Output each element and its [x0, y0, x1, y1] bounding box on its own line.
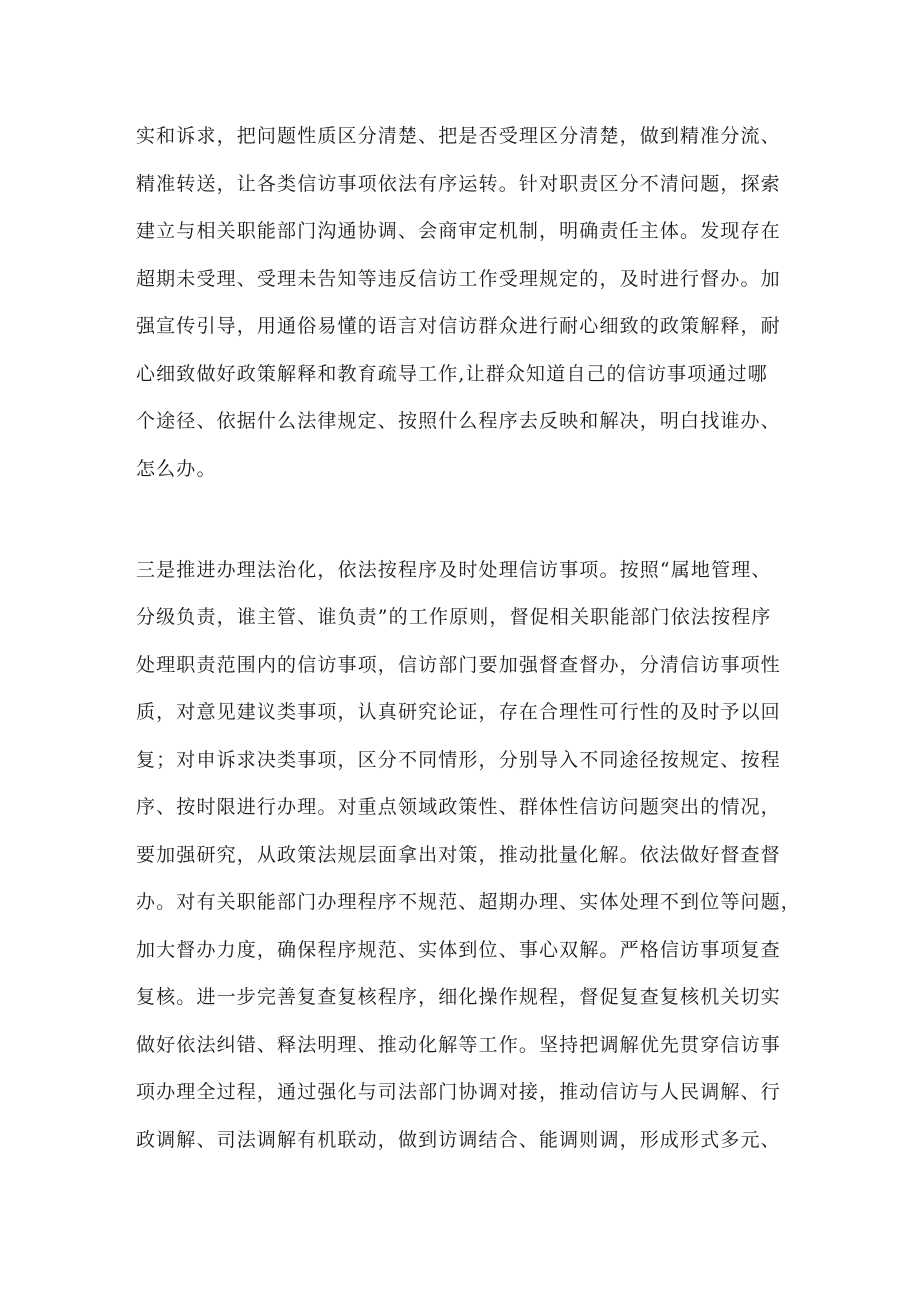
- paragraph-2-line-6: 序、按时限进行办理。对重点领域政策性、群体性信访问题突出的情况，: [136, 796, 781, 818]
- paragraph-1-line-8: 怎么办。: [136, 458, 217, 480]
- paragraph-2-line-4: 质，对意见建议类事项，认真研究论证，存在合理性可行性的及时予以回: [136, 701, 781, 723]
- paragraph-2-line-1: 三是推进办理法治化，依法按程序及时处理信访事项。按照“属地管理、: [136, 559, 772, 581]
- paragraph-1-line-3: 建立与相关职能部门沟通协调、会商审定机制，明确责任主体。发现存在: [136, 220, 781, 242]
- paragraph-1-line-6: 心细致做好政策解释和教育疏导工作,让群众知道自己的信访事项通过哪: [136, 363, 768, 385]
- paragraph-2-line-8: 办。对有关职能部门办理程序不规范、超期办理、实体处理不到位等问题，: [136, 891, 801, 913]
- paragraph-1-line-5: 强宣传引导，用通俗易懂的语言对信访群众进行耐心细致的政策解释，耐: [136, 315, 781, 337]
- paragraph-2-line-13: 政调解、司法调解有机联动，做到访调结合、能调则调，形成形式多元、: [136, 1129, 781, 1151]
- paragraph-1-line-1: 实和诉求，把问题性质区分清楚、把是否受理区分清楚，做到精准分流、: [136, 125, 781, 147]
- paragraph-2-line-3: 处理职责范围内的信访事项，信访部门要加强督查督办，分清信访事项性: [136, 654, 781, 676]
- paragraph-2-line-12: 项办理全过程，通过强化与司法部门协调对接，推动信访与人民调解、行: [136, 1081, 781, 1103]
- paragraph-2-line-9: 加大督办力度，确保程序规范、实体到位、事心双解。严格信访事项复查: [136, 939, 781, 961]
- paragraph-2-line-7: 要加强研究，从政策法规层面拿出对策，推动批量化解。依法做好督查督: [136, 844, 781, 866]
- paragraph-2-line-2: 分级负责，谁主管、谁负责”的工作原则，督促相关职能部门依法按程序: [136, 606, 772, 628]
- paragraph-2-line-11: 做好依法纠错、释法明理、推动化解等工作。坚持把调解优先贯穿信访事: [136, 1034, 781, 1056]
- paragraph-1-line-2: 精准转送，让各类信访事项依法有序运转。针对职责区分不清问题，探索: [136, 173, 781, 195]
- paragraph-1-line-4: 超期未受理、受理未告知等违反信访工作受理规定的，及时进行督办。加: [136, 268, 781, 290]
- paragraph-2-line-5: 复；对申诉求决类事项，区分不同情形，分别导入不同途径按规定、按程: [136, 749, 781, 771]
- paragraph-1-line-7: 个途径、依据什么法律规定、按照什么程序去反映和解决，明白找谁办、: [136, 410, 781, 432]
- paragraph-2-line-10: 复核。进一步完善复查复核程序，细化操作规程，督促复查复核机关切实: [136, 986, 781, 1008]
